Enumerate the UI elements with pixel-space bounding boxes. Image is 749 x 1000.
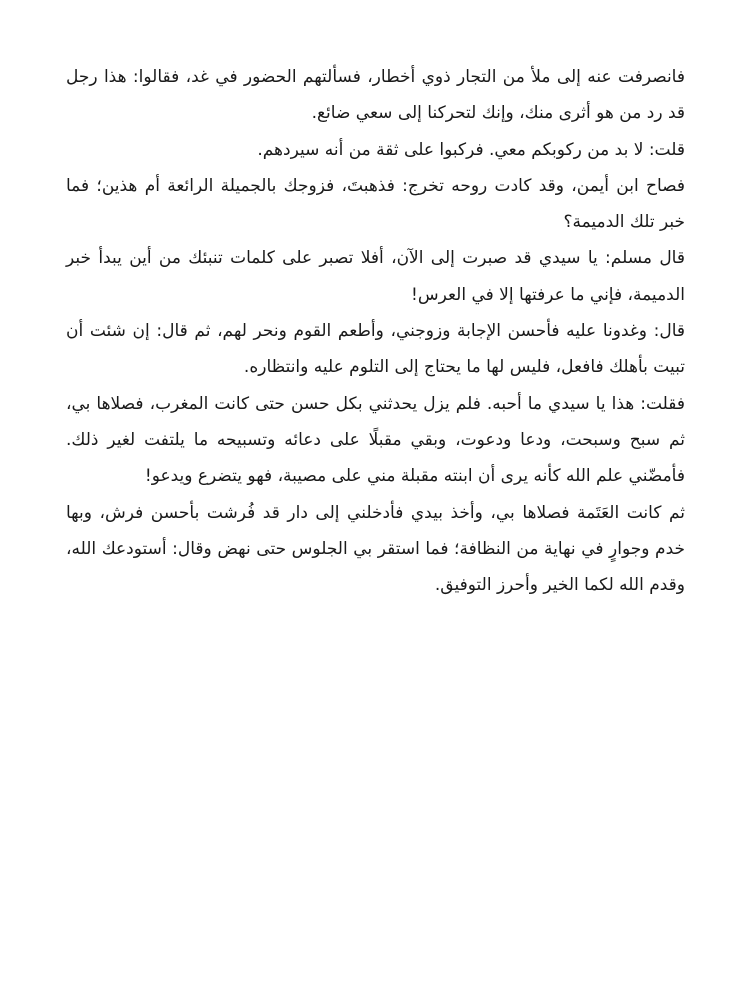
paragraph-3: فصاح ابن أيمن، وقد كادت روحه تخرج: فذهبتَ، فزوجك بالجميلة الرائعة أم هذين؛ فما خبر تلك الدميمة؟ xyxy=(66,175,685,233)
body-text xyxy=(66,59,685,603)
paragraph-1: فانصرفت عنه إلى ملأ من التجار ذوي أخطار، فسألتهم الحضور في غد، فقالوا: هذا رجل قد رد من هو أثرى منك، وإنك لتحركنا إلى سعي ضائع. xyxy=(66,67,685,124)
paragraph-6: فقلت: هذا يا سيدي ما أحبه. فلم يزل يحدثني بكل حسن حتى كانت المغرب، فصلاها بي، ثم سبح وسبحت، ودعا ودعوت، وبقي مقبلًا على دعائه وتسبيحه ما يلتفت لغير ذلك. فأمضّني علم الله كأنه يرى أن ابنته مقبلة مني على مصيبة، فهو يتضرع ويدعو! xyxy=(66,393,685,487)
paragraph-7: ثم كانت العَتَمة فصلاها بي، وأخذ بيدي فأدخلني إلى دار قد فُرشت بأحسن فرش، وبها خدم وجوارٍ في نهاية من النظافة؛ فما استقر بي الجلوس حتى نهض وقال: أستودعك الله، وقدم الله لكما الخير وأحرز التوفيق. xyxy=(66,502,685,596)
paragraph-5: قال: وغدونا عليه فأحسن الإجابة وزوجني، وأطعم القوم ونحر لهم، ثم قال: إن شئت أن تبيت بأهلك فافعل، فليس لها ما يحتاج إلى التلوم عليه وانتظاره. xyxy=(66,321,685,378)
paragraph-2: قلت: لا بد من ركوبكم معي. فركبوا على ثقة من أنه سيردهم. xyxy=(257,139,685,160)
paragraph-4: قال مسلم: يا سيدي قد صبرت إلى الآن، أفلا تصبر على كلمات تنبئك من أين يبدأ خبر الدميمة، فإني ما عرفتها إلا في العرس! xyxy=(66,248,685,305)
